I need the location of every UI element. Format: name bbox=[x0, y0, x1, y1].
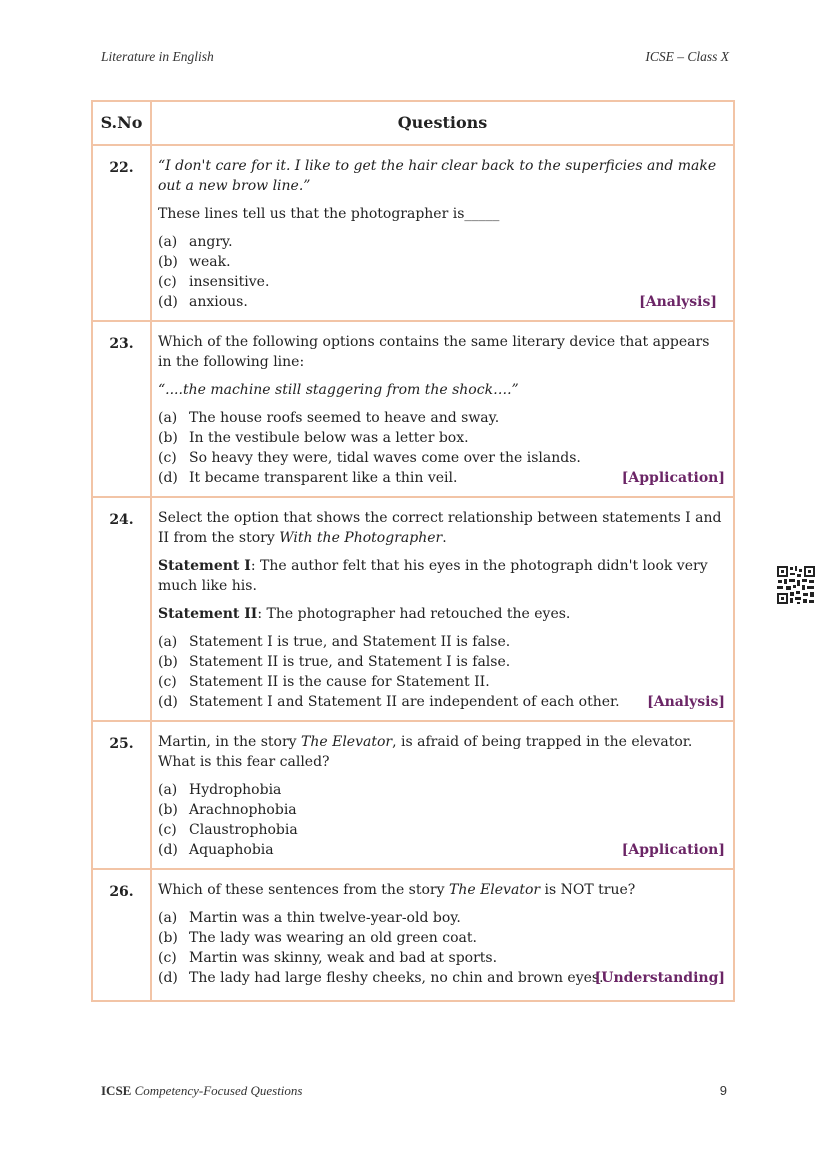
option-text: anxious. bbox=[189, 294, 248, 310]
statement-label: Statement I bbox=[158, 558, 251, 574]
option bbox=[158, 652, 725, 672]
option-label: (a) bbox=[158, 234, 178, 250]
option-label: (d) bbox=[158, 294, 178, 310]
option bbox=[158, 820, 725, 840]
option-text: Statement II is the cause for Statement II. bbox=[189, 674, 490, 690]
option bbox=[158, 672, 725, 692]
story-title: The Elevator bbox=[448, 882, 541, 898]
question-text bbox=[158, 880, 725, 900]
question-body bbox=[151, 721, 734, 869]
option-label: (d) bbox=[158, 970, 178, 986]
page-number: 9 bbox=[719, 1083, 727, 1098]
question-body bbox=[151, 497, 734, 721]
question-row bbox=[92, 497, 734, 721]
skill-tag: [Understanding] bbox=[594, 970, 725, 986]
option-text: Martin was a thin twelve-year-old boy. bbox=[189, 910, 461, 926]
question-body bbox=[151, 145, 734, 321]
option-text: So heavy they were, tidal waves come over the islands. bbox=[189, 450, 581, 466]
option-label: (a) bbox=[158, 410, 178, 426]
question-text-part: Select the option that shows the correct relationship between statements I and II from the story bbox=[158, 510, 722, 546]
question-text-part: Which of these sentences from the story bbox=[158, 882, 449, 898]
option-text: Hydrophobia bbox=[189, 782, 282, 798]
option-text: weak. bbox=[189, 254, 231, 270]
option bbox=[158, 408, 725, 428]
question-text-part: Martin, in the story bbox=[158, 734, 302, 750]
option-text: Arachnophobia bbox=[189, 802, 297, 818]
options-list bbox=[158, 408, 725, 488]
option bbox=[158, 908, 725, 928]
option-label: (b) bbox=[158, 430, 178, 446]
option-text: The house roofs seemed to heave and sway. bbox=[189, 410, 500, 426]
option-label: (d) bbox=[158, 842, 178, 858]
question-quote: “....the machine still staggering from the shock….” bbox=[158, 382, 519, 398]
option-label: (c) bbox=[158, 822, 177, 838]
question-row bbox=[92, 321, 734, 497]
sno-header: S.No bbox=[92, 101, 151, 145]
qr-code-icon[interactable] bbox=[776, 565, 816, 605]
option-label: (a) bbox=[158, 910, 178, 926]
question-text bbox=[158, 732, 725, 772]
story-title: The Elevator bbox=[301, 734, 393, 750]
option-label: (b) bbox=[158, 654, 178, 670]
option-label: (d) bbox=[158, 694, 178, 710]
statement-text: : The photographer had retouched the eyes. bbox=[257, 606, 571, 622]
table-header-row bbox=[92, 101, 734, 145]
footer-doc-title: Competency-Focused Questions bbox=[134, 1083, 303, 1098]
statement-one bbox=[158, 556, 725, 596]
option-text: Statement I is true, and Statement II is false. bbox=[189, 634, 511, 650]
question-row bbox=[92, 721, 734, 869]
skill-tag: [Analysis] bbox=[647, 694, 725, 710]
header-left: Literature in English bbox=[101, 49, 214, 64]
option-text: insensitive. bbox=[189, 274, 270, 290]
option bbox=[158, 252, 725, 272]
option-label: (c) bbox=[158, 274, 177, 290]
footer-board: ICSE bbox=[101, 1083, 132, 1098]
story-title: With the Photographer bbox=[279, 530, 443, 546]
footer-left bbox=[101, 1083, 302, 1099]
question-body bbox=[151, 321, 734, 497]
question-number: 23. bbox=[92, 321, 151, 497]
question-text bbox=[158, 508, 725, 548]
option bbox=[158, 800, 725, 820]
option-text: In the vestibule below was a letter box. bbox=[189, 430, 469, 446]
option bbox=[158, 632, 725, 652]
option bbox=[158, 928, 725, 948]
option bbox=[158, 840, 725, 860]
questions-header: Questions bbox=[151, 101, 734, 145]
statement-two bbox=[158, 604, 725, 624]
option bbox=[158, 948, 725, 968]
option bbox=[158, 232, 725, 252]
question-number: 25. bbox=[92, 721, 151, 869]
question-text: Which of the following options contains the same literary device that appears in the following line: bbox=[158, 334, 710, 370]
options-list bbox=[158, 780, 725, 860]
question-text-part: , is afraid of being trapped in the elevator. What is this fear called? bbox=[158, 734, 693, 770]
skill-tag: [Analysis] bbox=[639, 294, 717, 310]
question-number: 22. bbox=[92, 145, 151, 321]
question-row bbox=[92, 145, 734, 321]
question-row bbox=[92, 869, 734, 1001]
option bbox=[158, 468, 725, 488]
option bbox=[158, 692, 725, 712]
option-text: It became transparent like a thin veil. bbox=[189, 470, 458, 486]
question-text: These lines tell us that the photographer is_____ bbox=[158, 206, 500, 222]
option-label: (b) bbox=[158, 802, 178, 818]
options-list bbox=[158, 908, 725, 988]
options-list bbox=[158, 232, 725, 312]
option bbox=[158, 292, 725, 312]
option-text: The lady had large fleshy cheeks, no chin and brown eyes. bbox=[189, 970, 604, 986]
option-text: Aquaphobia bbox=[189, 842, 274, 858]
skill-tag: [Application] bbox=[621, 842, 725, 858]
skill-tag: [Application] bbox=[621, 470, 725, 486]
option-label: (a) bbox=[158, 634, 178, 650]
question-number: 26. bbox=[92, 869, 151, 1001]
option-label: (c) bbox=[158, 950, 177, 966]
options-list bbox=[158, 632, 725, 712]
option-label: (b) bbox=[158, 254, 178, 270]
statement-text: : The author felt that his eyes in the photograph didn't look very much like his. bbox=[158, 558, 708, 594]
option-text: The lady was wearing an old green coat. bbox=[189, 930, 477, 946]
option-text: Statement I and Statement II are independent of each other. bbox=[189, 694, 620, 710]
option-label: (a) bbox=[158, 782, 178, 798]
option-text: Statement II is true, and Statement I is false. bbox=[189, 654, 511, 670]
questions-table bbox=[91, 100, 735, 1002]
option-label: (c) bbox=[158, 450, 177, 466]
option-text: angry. bbox=[189, 234, 233, 250]
option bbox=[158, 272, 725, 292]
statement-label: Statement II bbox=[158, 606, 258, 622]
header-right: ICSE – Class X bbox=[645, 49, 729, 64]
option-label: (c) bbox=[158, 674, 177, 690]
question-number: 24. bbox=[92, 497, 151, 721]
question-quote: “I don't care for it. I like to get the hair clear back to the superficies and make out a new brow line.” bbox=[158, 158, 717, 194]
option-label: (b) bbox=[158, 930, 178, 946]
option bbox=[158, 780, 725, 800]
option-text: Martin was skinny, weak and bad at sports. bbox=[189, 950, 498, 966]
option bbox=[158, 968, 725, 988]
option-label: (d) bbox=[158, 470, 178, 486]
option bbox=[158, 428, 725, 448]
question-text-part: is NOT true? bbox=[540, 882, 636, 898]
question-body bbox=[151, 869, 734, 1001]
question-text-part: . bbox=[442, 530, 447, 546]
option bbox=[158, 448, 725, 468]
option-text: Claustrophobia bbox=[189, 822, 298, 838]
